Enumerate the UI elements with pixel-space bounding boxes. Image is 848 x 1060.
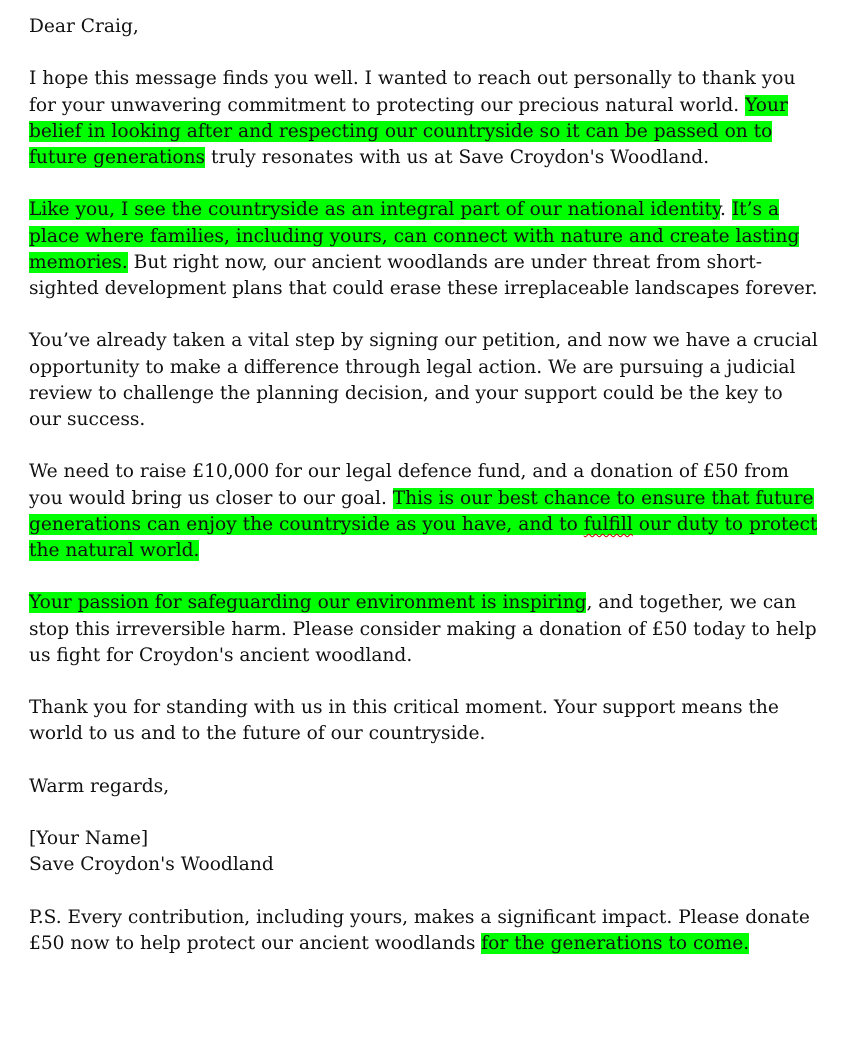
paragraph-3-text: You’ve already taken a vital step by signing our petition, and now we have a crucial opportunity to make a difference through legal action. We are pursuing a judicial review to challenge the planning decision, and your support could be the key to our success. — [29, 330, 818, 430]
paragraph-5 — [29, 590, 819, 669]
paragraph-1-text-a: I hope this message finds you well. I wanted to reach out personally to thank you for your unwavering commitment to protecting our precious natural world. — [29, 68, 796, 116]
paragraph-2-highlight-1: Like you, I see the countryside as an integral part of our national identity — [29, 199, 720, 221]
salutation — [29, 14, 819, 40]
paragraph-5-text-a: , and together, we can stop this irreversible harm. Please consider making a donation of £50 today to help us fight for Croydon's ancient woodland. — [29, 592, 817, 666]
spelling-error-word[interactable]: fulfill — [583, 513, 633, 535]
postscript-text-a: P.S. Every contribution, including yours, makes a significant impact. Please donate £50 now to help protect our ancient woodlands — [29, 906, 810, 954]
signature-organization — [29, 852, 819, 878]
postscript-highlight: for the generations to come. — [481, 932, 750, 954]
paragraph-5-highlight: Your passion for safeguarding our environment is inspiring — [29, 592, 587, 614]
closing-text: Warm regards, — [29, 775, 170, 797]
paragraph-6 — [29, 695, 819, 747]
letter-document — [29, 14, 819, 983]
signature-name — [29, 826, 819, 852]
paragraph-1 — [29, 66, 819, 171]
signature-organization-text: Save Croydon's Woodland — [29, 854, 274, 876]
paragraph-4-highlight-1: This is our best chance to ensure that future generations can enjoy the countryside as you have, and to — [29, 487, 814, 535]
paragraph-2-text-a: . — [719, 199, 732, 221]
salutation-text: Dear Craig, — [29, 16, 139, 37]
paragraph-6-text: Thank you for standing with us in this critical moment. Your support means the world to us and to the future of our countryside. — [29, 697, 779, 745]
paragraph-1-text-b: truly resonates with us at Save Croydon's Woodland. — [205, 147, 710, 168]
closing — [29, 774, 819, 800]
paragraph-1-highlight: Your belief in looking after and respecting our countryside so it can be passed on to future generations — [29, 94, 788, 168]
paragraph-2-text-b: But right now, our ancient woodlands are under threat from short-sighted development plans that could erase these irreplaceable landscapes forever. — [29, 251, 818, 299]
paragraph-2 — [29, 197, 819, 302]
paragraph-4-text-a: We need to raise £10,000 for our legal defence fund, and a donation of £50 from you would bring us closer to our goal. — [29, 461, 789, 509]
signature-name-text: [Your Name] — [29, 828, 149, 850]
paragraph-4 — [29, 459, 819, 564]
paragraph-2-highlight-2: It’s a place where families, including yours, can connect with nature and create lasting memories. — [29, 199, 800, 273]
postscript — [29, 905, 819, 957]
paragraph-4-highlight-2: our duty to protect the natural world. — [29, 513, 818, 561]
paragraph-3 — [29, 328, 819, 433]
